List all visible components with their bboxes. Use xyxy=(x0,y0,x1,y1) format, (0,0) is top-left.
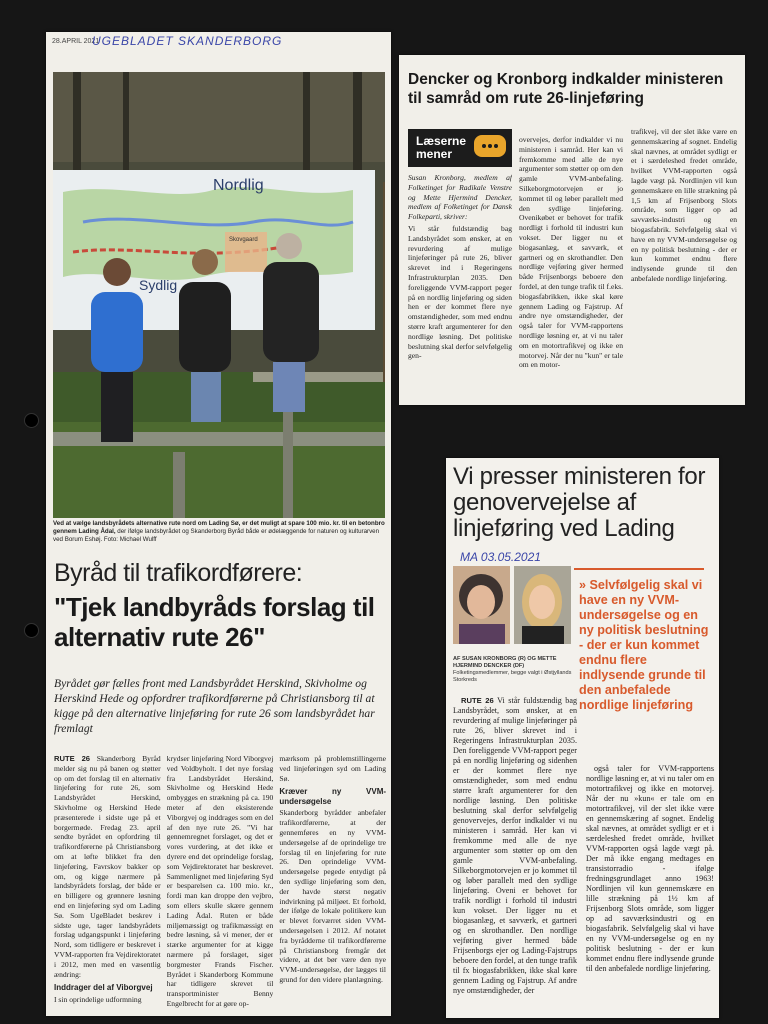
portrait-mette-hjermind-dencker xyxy=(514,566,571,644)
top-right-column-1-text: Vi står fuldstændig bag Landsbyrådet som ønsker, at en revurdering af mulige linjeføringer på rute 26, bliver skrevet ind i Regeringens Infrastrukturplan 2035. Den foreliggende VVM-rapport peger på en nordlig linjeføring og siden hen er der kommet flere nye omstændigheder, som med endnu større kraft argumenterer for den nordlige løsning. Det politiske beslutning skal derfor selvfølgelig gen- xyxy=(408,223,512,361)
top-right-column-3 xyxy=(631,127,737,389)
caption-bold: Ved at vælge landsbyrådets alternative rute nord om Lading Sø, er det muligt at spare 100 mio. kr. til en betonbro gennem Lading Ådal, xyxy=(53,520,385,535)
punch-hole-top xyxy=(24,413,39,428)
handwritten-date: MA 03.05.2021 xyxy=(460,550,541,564)
body-column-2 xyxy=(167,754,274,1016)
map-label-south: Sydlig xyxy=(139,277,178,293)
article-body-columns xyxy=(54,754,386,1016)
top-right-column-3-text: trafikvej, vil der slet ikke være en gennemskæring af sognet. Endelig skal nævnes, at området sydligt er et i særdeleshed fredet område, hvilket VVM-rapporten også lagde vægt på. Nordlinjen vil kun gennemskære en lille strækning på 1,5 km af Frijsenborg Slots område, som ligger op ad savværks-industri og en biogasfabrik. Selvfølgelig skal vi have en ny VVM-undersøgelse og en ny politisk beslutning - der er kun kommet endnu flere indlysende grunde til den anbefalede nordlige linjeføring. xyxy=(631,127,737,283)
subhead-vvm: Kræver ny VVM-undersøgelse xyxy=(279,787,387,806)
quote-rule xyxy=(574,568,704,570)
bottom-right-column-right-text: også taler for VVM-rapportens nordlige løsning er, at vi nu taler om en motortrafikvej og ikke en motorvej. Når der nu »kun« er tale om en motortrafikvej, vil der slet ikke være en gennemskæring af sognet. Endelig skal nævnes, at området sydligt er et i særdeleshed fredet område, hvilket VVM-rapporten også lagde vægt på. Der må ikke engang medtages en transistorradio - ifølge fredningsgrundlaget anno 1963! Nordlinjen vil kun gennemskære en lille strækning på 1½ km af Frijsenborg Slots område, som ligger op ad savværksindustri og en biogasfabrik. Selvfølgelig skal vi have en ny VVM-undersøgelse og en ny politisk beslutning - der er kun kommet endnu flere indlysende grunde til den anbefalede nordlige linjeføring. xyxy=(586,764,714,973)
caption-rest: der ifølge landsbyrådet og Skanderborg Byråd både er ødelæggende for naturen og kulturarven ved Borum Eshøj. Foto: Michael Wulff xyxy=(53,528,380,543)
article-photo xyxy=(53,72,385,518)
pull-quote: » Selvfølgelig skal vi have en ny VVM-undersøgelse og en ny politisk beslutning - der er kun kommet endnu flere indlysende grunde til den anbefalede nordlige linjeføring xyxy=(579,578,709,712)
bottom-right-column-right xyxy=(586,764,714,1014)
body-column-1-tail: I sin oprindelige udformning xyxy=(54,994,142,1004)
article-lead: Byrådet gør fælles front med Landsbyrådet Herskind, Skivholme og Herskind Hede og opfordrer trafikordførerne på Christiansborg til at kigge på den alternative linjeføring for rute 26 som landsbyrådet har fremlagt xyxy=(54,677,375,735)
headline-kicker: Byråd til trafikordførere: xyxy=(54,559,303,587)
top-right-column-2 xyxy=(519,135,623,397)
map-label-place: Skovgaard xyxy=(229,237,258,243)
author-description: Folketingsmedlemmer, begge valgt i Østjyllands Storkreds xyxy=(453,670,572,683)
top-right-intro: Susan Kronborg, medlem af Folketinget for Radikale Venstre og Mette Hjermind Dencker, medlem af Folketinget for Dansk Folkeparti, skriver: xyxy=(408,173,512,222)
punch-hole-bottom xyxy=(24,623,39,638)
author-names: AF SUSAN KRONBORG (R) OG METTE HJERMIND DENCKER (DF) xyxy=(453,656,557,669)
author-credit xyxy=(453,656,573,684)
photo-caption xyxy=(53,520,385,544)
map-label-north: Nordlig xyxy=(213,177,264,194)
top-right-column-1 xyxy=(408,173,512,401)
clipping-date: 28.APRIL 2021 xyxy=(52,38,100,45)
photo-illustration xyxy=(53,72,385,518)
speech-bubble-icon xyxy=(474,135,506,157)
subhead-viborgvej: Inddrager del af Viborgvej xyxy=(54,983,153,993)
bottom-right-column-left-text: Vi står fuldstændig bag Landsbyrådet, som ønsker, at en revurdering af mulige linjeføringer på rute 26, bliver skrevet ind i Regeringens Infrastrukturplan 2035. Den foreliggende VVM-rapport peger på en nordlig linjeføring og sidenhen er der kommet flere nye omstændigheder, som med endnu større kraft argumenterer for den nordlige løsning. Den politiske beslutning skal derfor selvfølgelig genovervejes, derfor indkalder vi nu ministeren i samråd. Her kan vi fremkomme med alle de nye argumenter som støtter op om den gamle VVM-anbefaling. Silkeborgmotorvejen er jo kommet til og løber parallelt med den sydlige linjeføring. Oveni er behovet for trafik nordligt i forhold til industri kun vokset. Der ligger nu et biogasanlæg, et savværk, et gartneri og en skrothandler. Den nordlige vejføring giver hermed både Frijsenborgs ejer og Lading-Fajstrups beboere den fordel, at den tunge trafik til fx biogasfabrikken, ikke skal køre gennem Lading og Fajstrup. Af andre nye omstændigheder, der xyxy=(453,696,577,995)
body-column-2-text: krydser linjeføring Nord Viborgvej ved Voldbyholt. I det nye forslag fra Landsbyrådet Herskind, Skivholme og Herskind Hede ombygges en strækning på ca. 190 meter af den eksisterende Viborgvej og inddrages som en del af den nye rute 26. "Vi har gennemregnet forslaget, og det er vores vurdering, at det ikke er dyrere end det oprindelige forslag, som Vejdirektoratet har beskrevet. Sammenlignet med linjeføring Syd er besparelsen ca. 100 mio. kr., fordi man kan droppe den vejbro, som ellers skulle skære gennem Lading Ådal. Ruten er både miljømæssigt og trafikmæssigt en bedre løsning, så vi mener, der er stærke argumenter for at kigge nærmere på forslaget, siger borgmester Frands Fischer. Byrådet i Skanderborg Kommune har tidligere skrevet til transportminister Benny Engelbrecht for at gøre op- xyxy=(166,754,274,1008)
top-right-article-clipping xyxy=(399,55,745,405)
bottom-right-title: Vi presser ministeren for genovervejelse af linjeføring ved Lading xyxy=(453,463,706,542)
body-column-1 xyxy=(54,754,161,1016)
left-article-clipping xyxy=(46,32,391,1016)
headline-main: "Tjek landbyråds forslag til alternativ rute 26" xyxy=(54,592,375,652)
portrait-susan-kronborg xyxy=(453,566,510,644)
bottom-right-article-clipping xyxy=(446,458,719,1018)
badge-label: Læserne mener xyxy=(416,134,467,161)
top-right-column-2-text: overvejes, derfor indkalder vi nu ministeren i samråd. Her kan vi fremkomme med alle de nye argumenter som støtter op om den gamle VVM-anbefaling. Silkeborgmotorvejen er jo kommet til og løber parallelt med den sydlige linjeføring. Ovenikøbet er behovet for trafik nordligt i forhold til industri kun vokset. Der ligger nu et biogasanlæg, et savværk, et gartneri og en skrothandler. Den nordlige vejføring giver hermed både Frijsenborgs beboere den fordel, at den tunge trafik til f.eks. biogasfabrikken, ikke skal køre gennem Lading og Fajstrup. Af andre nye omstændigheder, der også taler for VVM-rapportens nordlige løsning er, at vi nu taler om en motortrafikvej og ikke en motorvej. Når der nu "kun" er tale om en motor- xyxy=(519,135,623,370)
bottom-right-column-left xyxy=(453,696,577,1014)
readers-opinion-badge xyxy=(408,129,512,167)
body-column-3-text: mærksom på problemstillingerne ved linjeføringen syd om Lading Sø. xyxy=(279,754,387,783)
body-column-3-body: Skanderborg byrådder anbefaler trafikordførerne, at der gennemføres en ny VVM-undersøgelse af de oprindelige tre forslag til en linjeføring for rute 26. Den oprindelige VVM-undersøgelse pegede entydigt på den sydlige linjeføring som den, der havde størst negativ indvirkning på miljøet. Et forhold, der ifølge de lokale politikere kun er blevet forværret siden VVM-undersøgelsen i 2012. Af notatet fra byrådderne til trafikordførerne på Christiansborg fremgår det videre, at det bør være den nye VVM-undersøgelse, der lægges til grund for den videre planlægning. xyxy=(279,808,387,984)
top-right-title: Dencker og Kronborg indkalder ministeren til samråd om rute 26-linjeføring xyxy=(408,71,724,107)
bottom-right-byline: RUTE 26 xyxy=(461,696,494,705)
body-column-1-text: Skanderborg Byråd melder sig nu på banen og støtter op om det forslag til en alternativ linjeføring for rute 26, som Landsbyrådet Herskind, Skivholme og Herskind Hede præsenterede i sidste uge på et borgermøde. Fredag 23. april sendte byrådet en opfordring til trafikordførerne på Christiansborg om at løfte blikket fra den linjeføring, Favrskov bakker op om, og kigge nærmere på landsbyrådets forslag, der både er en billigere og grønnere løsning end en linjeføring syd om Lading Sø. Som UgeBladet beskrev i sidste uge, tager landsbyrådets forslag udgangspunkt i linjeføring Nord, som tidligere er beskrevet i VVM-rapporten fra Vejdirektoratet i 2012, men med en væsentlig ændring: xyxy=(54,754,161,979)
byline: RUTE 26 xyxy=(54,754,91,763)
handwritten-source-label: UGEBLADET SKANDERBORG xyxy=(92,34,283,48)
body-column-3 xyxy=(279,754,386,1016)
